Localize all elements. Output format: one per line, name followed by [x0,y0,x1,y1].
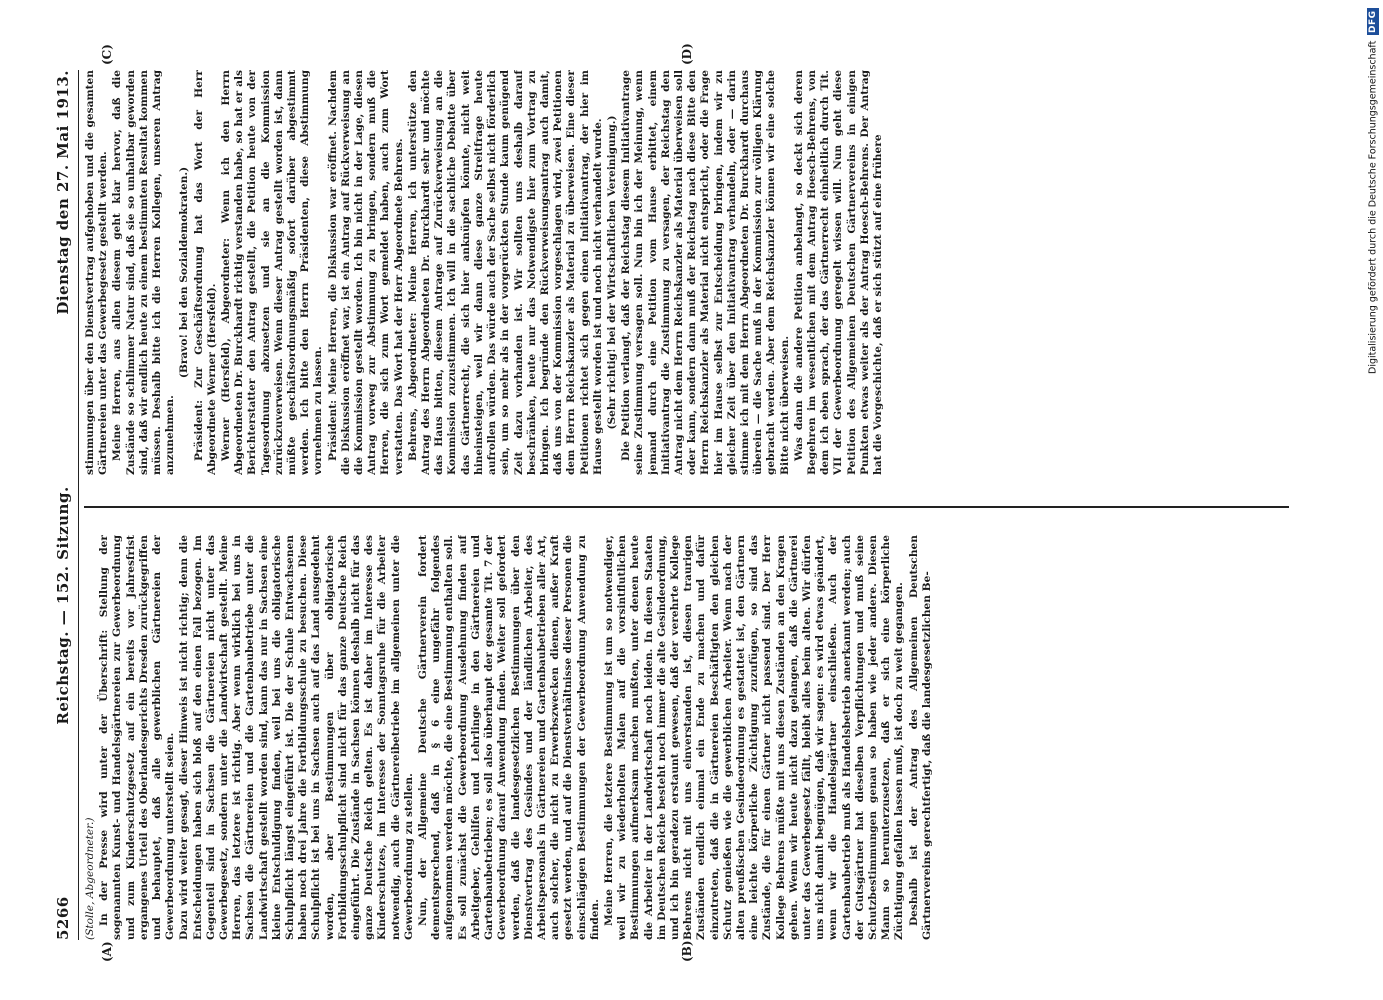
attribution-text: Digitalisierung gefördert durch die Deutsche Forschungsgemeinschaft [1367,40,1379,374]
paragraph: Deshalb ist der Antrag des Allgemeinen Deutschen Gärtnervereins gerechtfertigt, daß die landesgesetzlichen Be- [907,535,933,940]
margin-marker-c: (C) [100,44,114,65]
paragraph: Was dann die andere Petition anbelangt, so deckt sich deren Begehren im wesentlichen mit dem Antrag Hoesch-Behrens, von dem ich eben sprach, der das Gärtnerrecht einheitlich durch Tit. VII der Gewerbeordnung geregelt wissen will. Nun geht diese Petition des Allgemeinen Deutschen Gärtnervereins in einigen Punkten etwas weiter als der Antrag Hoesch-Behrens. Der Antrag hat die Vorgeschichte, daß er sich stützt auf eine frühere [792,70,884,475]
paragraph: Meine Herren, aus allen diesem geht klar hervor, daß die Zustände so schlimmer Natur sind, daß sie so unhaltbar geworden sind, daß wir endlich heute zu einem bestimmten Resultat kommen müssen. Deshalb bitte ich die Herren Kollegen, unseren Antrag anzunehmen. [111,70,177,475]
paragraph: Werner (Hersfeld), Abgeordneter: Wenn ich den Herrn Abgeordneten Dr. Burckhardt richtig verstanden habe, so hat er als Berichterstatter den Antrag gestellt, die Petition heute von der Tagesordnung abzusetzen und sie an die Kommission zurückzuverweisen. Wenn dieser Antrag gestellt worden ist, dann müßte geschäftsordnungsmäßig sofort darüber abgestimmt werden. Ich bitte den Herrn Präsidenten, diese Abstimmung vornehmen zu lassen. [220,70,325,475]
paragraph: Meine Herren, die letztere Bestimmung ist um so notwendiger, weil wir zu wiederholten Malen auf die vorsintflutlichen Bestimmungen aufmerksam machen mußten, unter denen heute die Arbeiter in der Landwirtschaft noch leiden. In diesen Staaten im Deutschen Reiche besteht noch immer die alte Gesindeordnung, und ich bin geradezu erstaunt gewesen, daß der verehrte Kollege Behrens nicht mit uns einverstanden ist, diesen traurigen Zuständen endlich einmal ein Ende zu machen und dafür einzutreten, daß die in Gärtnereien Beschäftigten den gleichen Schutz genießen wie die gewerblichen Arbeiter. Wenn nach der alten preußischen Gesindeordnung es gestattet ist, den Gärtnern eine leichte körperliche Züchtigung zuzufügen, so sind das Zustände, die für einen Gärtner nicht passend sind. Der Herr Kollege Behrens müßte mit uns diesen Zuständen an den Kragen gehen. Wenn wir heute nicht dazu gelangen, daß die Gärtnerei unter das Gewerbegesetz fällt, bleibt alles beim alten. Wir dürfen uns nicht damit begnügen, daß wir sagen: es wird etwas geändert, wenn wir die Handelsgärtner einschließen. Auch der Gartenbaubetrieb muß als Handelsbetrieb anerkannt werden; auch der Gutsgärtner hat dieselben Verpflichtungen und muß seine Schutzbestimmungen genau so haben wie jeder andere. Diesen Mann so herunterzusetzen, daß er sich eine körperliche Züchtigung gefallen lassen muß, ist doch zu weit gegangen. [602,535,906,940]
date-line: Dienstag den 27. Mai 1913. [54,70,72,315]
right-text-column [84,70,1294,475]
margin-marker-b: (B) [680,940,694,962]
margin-marker-a: (A) [100,941,114,962]
paragraph: Behrens, Abgeordneter: Meine Herren, ich unterstütze den Antrag des Herrn Abgeordneten Dr. Burckhardt sehr und möchte das Haus bitten, diesem Antrage auf Zurückverweisung an die Kommission zuzustimmen. Ich will in die sachliche Debatte über das Gärtnerrecht, die sich hier anknüpfen könnte, nicht weit hineinsteigen, weil wir dann diese ganze Streitfrage heute aufrollen würden. Das würde auch der Sache selbst nicht förderlich sein, um so mehr als in der vorgerückten Stunde kaum genügend Zeit dazu vorhanden ist. Wir sollten uns deshalb darauf beschränken, heute nur das Notwendigste hier zum Vortrag zu bringen. Ich begründe den Rückverweisungsantrag auch damit, daß uns von der Kommission vorgeschlagen wird, zwei Petitionen dem Herrn Reichskanzler als Material zu überweisen. Eine dieser Petitionen richtet sich gegen einen Initiativantrag, der hier im Hause gestellt worden ist und noch nicht verhandelt wurde. [406,70,604,475]
page-header [52,70,74,940]
session-title: Reichstag. — 152. Sitzung. [54,486,72,725]
page-number: 5266 [54,896,72,940]
paragraph: Präsident: Meine Herren, die Diskussion war eröffnet. Nachdem die Diskussion eröffnet war, ist ein Antrag auf Rückverweisung an die Kommission gestellt worden. Ich bin nicht in der Lage, diesen Antrag vorweg zur Abstimmung zu bringen, sondern muß die Herren, die sich zum Wort gemeldet haben, auch zum Wort verstatten. Das Wort hat der Herr Abgeordnete Behrens. [326,70,405,475]
paragraph: Dazu wird weiter gesagt, dieser Hinweis ist nicht richtig; denn die Entscheidungen haben sich bloß auf den einen Fall bezogen. Im Gegenteil sind in Sachsen die Gärtnereien nicht unter das Gewerbegesetz, sondern unter die Landwirtschaft gestellt. Meine Herren, das letztere ist richtig. Aber wenn wirklich bei uns in Sachsen die Gärtnereien und die Gartenbaubetriebe unter die Landwirtschaft gestellt worden sind, kann das nur in Sachsen eine kleine Entschuldigung finden, weil bei uns die obligatorische Schulpflicht längst eingeführt ist. Die der Schule Entwachsenen haben noch drei Jahre die Fortbildungsschule zu besuchen. Diese Schulpflicht ist bei uns in Sachsen auch auf das Land ausgedehnt worden, aber Bestimmungen über obligatorische Fortbildungsschulpflicht sind nicht für das ganze Deutsche Reich eingeführt. Die Zustände in Sachsen können deshalb nicht für das ganze Deutsche Reich gelten. Es ist daher im Interesse des Kinderschutzes, im Interesse der Sonntagsruhe für die Arbeiter notwendig, auch die Gärtnereibetriebe im allgemeinen unter die Gewerbeordnung zu stellen. [178,535,415,940]
paragraph: stimmungen über den Dienstvertrag aufgehoben und die gesamten Gärtnereien unter das Gewerbegesetz gestellt werden. [84,70,110,475]
paragraph: Präsident: Zur Geschäftsordnung hat das Wort der Herr Abgeordnete Werner (Hersfeld). [192,70,218,475]
column-divider [84,507,1289,509]
dfg-logo: DFG [1368,10,1378,33]
margin-marker-d: (D) [680,43,694,65]
speaker-reference: (Stolle, Abgeordneter.) [84,817,96,940]
header-rule [78,70,79,940]
interjection: (Bravo! bei den Sozialdemokraten.) [178,166,191,379]
paragraph: In der Presse wird unter der Überschrift: Stellung der sogenannten Kunst- und Handelsgärtnereien zur Gewerbeordnung und zum Kinderschutzgesetz auf ein bereits vor Jahresfrist ergangenes Urteil des Oberlandesgerichts Dresden zurückgegriffen und behauptet, daß alle gewerblichen Gärtnereien der Gewerbeordnung unterstellt seien. [98,535,177,940]
paragraph: Die Petition verlangt, daß der Reichstag diesem Initiativantrage seine Zustimmung versagen soll. Nun bin ich der Meinung, wenn jemand durch eine Petition vom Hause erbittet, einem Initiativantrag die Zustimmung zu versagen, der Reichstag den Antrag nicht dem Herrn Reichskanzler als Material überweisen soll oder kann, sondern dann muß der Reichstag nach diese Bitte den Herrn Reichskanzler als Material nicht entspricht, oder die Frage hier im Hause selbst zur Entscheidung bringen, indem wir zu gleicher Zeit über den Initiativantrag verhandeln, oder — darin stimme ich mit dem Herrn Abgeordneten Dr. Burckhardt durchaus überein — die Sache muß in der Kommission zur völligen Klärung gebracht werden. Aber dem Reichskanzler können wir eine solche Bitte nicht überweisen. [620,70,791,475]
paragraph: Nun, der Allgemeine Deutsche Gärtnerverein fordert dementsprechend, daß in § 6 eine ungefähr folgendes aufgenommen werden möchte, die eine Bestimmung enthalten soll. Es soll zunächst die Gewerbeordnung Ausdehnung finden auf Arbeitgeber, Gehilfen und Lehrlinge in den Gärtnereien und Gartenbaubetrieben; es soll also überhaupt der gesamte Tit. 7 der Gewerbeordnung darauf Anwendung finden. Weiter soll gefordert werden, daß die landesgesetzlichen Bestimmungen über den Dienstvertrag des Gesindes und der ländlichen Arbeiter, des Arbeitspersonals in Gärtnereien und Gartenbaubetrieben aller Art, auch solcher, die nicht zu Erwerbszwecken dienen, außer Kraft gesetzt werden, und auf die Dienstverhältnisse dieser Personen die einschlägigen Bestimmungen der Gewerbeordnung Anwendung zu finden. [417,535,601,940]
interjection: (Sehr richtig! bei der Wirtschaftlichen Vereinigung.) [605,115,618,430]
left-text-column [84,535,1294,940]
digitization-attribution [1367,8,1379,668]
